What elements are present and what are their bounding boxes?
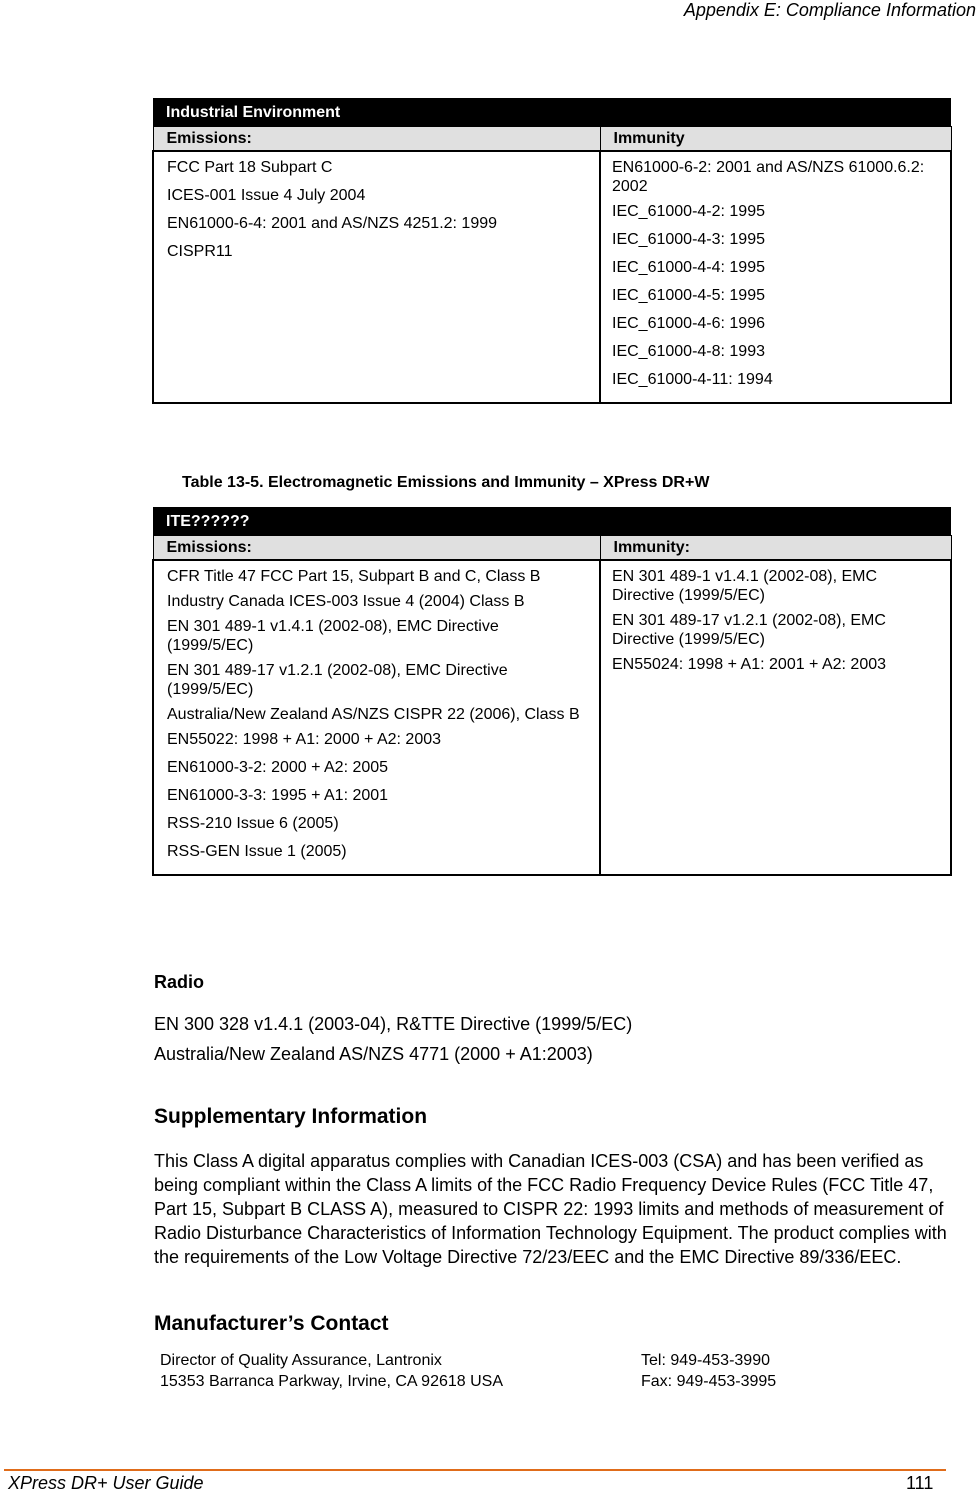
footer-guide-title: XPress DR+ User Guide bbox=[8, 1473, 204, 1493]
emissions-item: EN61000-3-2: 2000 + A2: 2005 bbox=[167, 759, 389, 776]
manufacturer-heading: Manufacturer’s Contact bbox=[154, 1312, 389, 1335]
list-item: Australia/New Zealand AS/NZS 4771 (2000 + A1:2003) bbox=[154, 1044, 593, 1064]
emissions-item: RSS-GEN Issue 1 (2005) bbox=[167, 843, 347, 860]
group-title: Industrial Environment bbox=[153, 98, 951, 127]
immunity-item: EN55024: 1998 + A1: 2001 + A2: 2003 bbox=[612, 656, 887, 673]
emissions-item: EN61000-6-4: 2001 and AS/NZS 4251.2: 1999 bbox=[167, 215, 498, 232]
supplementary-paragraph: This Class A digital apparatus complies with Canadian ICES-003 (CSA) and has been verified as being compliant within the Class A limits of the FCC Radio Frequency Device Rules (FCC Title 47, Part 15, Subpart B CLASS A), measured to CISPR 22: 1993 limits and methods of measurement of Radio Disturbance Characteristics of Information Technology Equipment. The product complies with the requirements of the Low Voltage Directive 72/23/EEC and the EMC Directive 89/336/EEC. bbox=[154, 1151, 947, 1267]
emissions-heading: Emissions: bbox=[153, 127, 600, 152]
radio-heading: Radio bbox=[154, 972, 205, 992]
table-column-header bbox=[153, 127, 951, 152]
emissions-item: Australia/New Zealand AS/NZS CISPR 22 (2006), Class B bbox=[167, 706, 580, 723]
running-header: Appendix E: Compliance Information bbox=[683, 0, 976, 20]
immunity-heading: Immunity: bbox=[600, 536, 951, 561]
immunity-item: IEC_61000-4-2: 1995 bbox=[612, 203, 765, 220]
radio-list bbox=[154, 1013, 632, 1073]
list-item: EN 300 328 v1.4.1 (2003-04), R&TTE Directive (1999/5/EC) bbox=[154, 1014, 633, 1034]
immunity-item: IEC_61000-4-5: 1995 bbox=[612, 287, 765, 304]
immunity-heading: Immunity bbox=[600, 127, 951, 152]
emissions-item: EN 301 489-17 v1.2.1 (2002-08), EMC Directive (1999/5/EC) bbox=[167, 662, 508, 698]
contact-address: 15353 Barranca Parkway, Irvine, CA 92618 USA bbox=[160, 1373, 503, 1390]
contact-fax: Fax: 949-453-3995 bbox=[641, 1373, 777, 1390]
immunity-cell bbox=[600, 560, 951, 875]
immunity-item: IEC_61000-4-11: 1994 bbox=[612, 371, 773, 388]
emissions-item: Industry Canada ICES-003 Issue 4 (2004) Class B bbox=[167, 593, 525, 610]
immunity-item: IEC_61000-4-8: 1993 bbox=[612, 343, 765, 360]
emissions-item: ICES-001 Issue 4 July 2004 bbox=[167, 187, 366, 204]
immunity-item: EN61000-6-2: 2001 and AS/NZS 61000.6.2: 2002 bbox=[612, 159, 925, 195]
table-group-header bbox=[153, 98, 951, 127]
immunity-item: IEC_61000-4-3: 1995 bbox=[612, 231, 765, 248]
contact-address-block bbox=[160, 1350, 503, 1392]
supplementary-heading: Supplementary Information bbox=[154, 1105, 428, 1128]
immunity-item: IEC_61000-4-6: 1996 bbox=[612, 315, 765, 332]
table-row bbox=[153, 151, 951, 403]
contact-tel: Tel: 949-453-3990 bbox=[641, 1352, 770, 1369]
contact-name: Director of Quality Assurance, Lantronix bbox=[160, 1352, 442, 1369]
table-row bbox=[153, 560, 951, 875]
table-caption: Table 13-5. Electromagnetic Emissions and Immunity – XPress DR+W bbox=[182, 474, 710, 491]
emissions-item: FCC Part 18 Subpart C bbox=[167, 159, 333, 176]
emissions-item: RSS-210 Issue 6 (2005) bbox=[167, 815, 339, 832]
immunity-item: EN 301 489-17 v1.2.1 (2002-08), EMC Directive (1999/5/EC) bbox=[612, 612, 886, 648]
immunity-item: EN 301 489-1 v1.4.1 (2002-08), EMC Directive (1999/5/EC) bbox=[612, 568, 878, 604]
industrial-environment-table bbox=[152, 98, 952, 404]
immunity-item: IEC_61000-4-4: 1995 bbox=[612, 259, 765, 276]
footer-divider bbox=[4, 1469, 946, 1471]
emissions-item: EN 301 489-1 v1.4.1 (2002-08), EMC Directive (1999/5/EC) bbox=[167, 618, 499, 654]
page-number: 111 bbox=[906, 1473, 934, 1493]
emissions-item: EN55022: 1998 + A1: 2000 + A2: 2003 bbox=[167, 731, 442, 748]
table-column-header bbox=[153, 536, 951, 561]
emissions-item: CISPR11 bbox=[167, 243, 233, 260]
emissions-cell bbox=[153, 151, 600, 403]
table-group-header bbox=[153, 507, 951, 536]
emissions-cell bbox=[153, 560, 600, 875]
immunity-cell bbox=[600, 151, 951, 403]
emissions-heading: Emissions: bbox=[153, 536, 600, 561]
ite-table bbox=[152, 507, 952, 876]
emissions-item: EN61000-3-3: 1995 + A1: 2001 bbox=[167, 787, 389, 804]
contact-phone-block bbox=[641, 1350, 776, 1392]
emissions-item: CFR Title 47 FCC Part 15, Subpart B and C, Class B bbox=[167, 568, 541, 585]
group-title: ITE?????? bbox=[153, 507, 951, 536]
